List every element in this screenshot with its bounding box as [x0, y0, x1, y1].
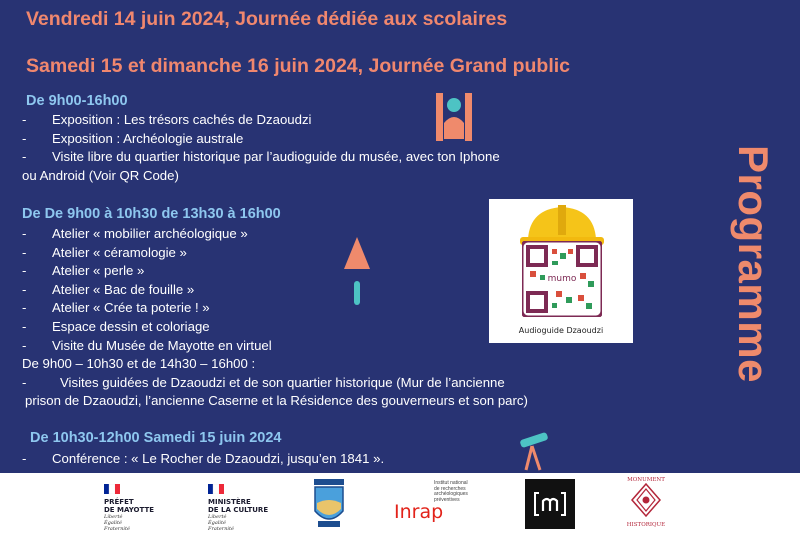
- inrap-name: Inrap: [394, 501, 444, 523]
- section2-list: [22, 225, 528, 411]
- labyrinth-icon: [631, 483, 661, 517]
- list-item: - Atelier « mobilier archéologique »: [22, 226, 248, 241]
- musee-mayotte-logo: [525, 479, 575, 529]
- monument-historique-logo: [622, 477, 670, 528]
- section3-list: [22, 450, 384, 469]
- programme-vertical-title: Programme: [730, 145, 778, 383]
- list-item: - Atelier « Crée ta poterie ! »: [22, 300, 210, 316]
- marianne-icon: [208, 484, 224, 494]
- coat-of-arms-logo: [312, 477, 346, 529]
- prefet-logo: [104, 481, 154, 532]
- list-item: - Atelier « céramologie »: [22, 244, 187, 260]
- inrap-tagline: Institut national de recherches archéologiques préventives: [434, 480, 468, 503]
- hourglass-icon: [434, 93, 474, 141]
- list-item: - Exposition : Les trésors cachés de Dzaoudzi: [22, 112, 312, 127]
- partner-logos-footer: [0, 473, 800, 533]
- marianne-icon: [104, 484, 120, 494]
- prefet-logo-title: PRÉFET DE MAYOTTE: [104, 498, 155, 514]
- qr-code-card[interactable]: [489, 199, 633, 343]
- telescope-icon: [518, 428, 552, 472]
- list-item: - Atelier « perle »: [22, 263, 145, 279]
- section1-heading: De 9h00-16h00: [26, 93, 128, 109]
- section3-heading: De 10h30-12h00 Samedi 15 juin 2024: [30, 430, 282, 446]
- list-item: - Visite libre du quartier historique par l’audioguide du musée, avec ton Iphone: [22, 149, 500, 165]
- monument-logo-top: MONUMENT: [627, 477, 665, 483]
- qr-caption: Audioguide Dzaoudzi: [518, 326, 604, 335]
- prefet-logo-motto: Liberté Égalité Fraternité: [104, 514, 130, 532]
- headline-friday: Vendredi 14 juin 2024, Journée dédiée aux scolaires: [26, 8, 508, 30]
- section2-heading: De De 9h00 à 10h30 de 13h30 à 16h00: [22, 206, 281, 222]
- qr-brand: mumo: [547, 274, 577, 284]
- list-item: - Exposition : Archéologie australe: [22, 130, 244, 146]
- ministere-logo-motto: Liberté Égalité Fraternité: [208, 514, 234, 532]
- qr-code[interactable]: [522, 241, 602, 317]
- list-item: - Atelier « Bac de fouille »: [22, 281, 195, 297]
- list-item: - Visite du Musée de Mayotte en virtuel: [22, 337, 272, 353]
- list-item: - Visites guidées de Dzaoudzi et de son quartier historique (Mur de l’ancienne: [22, 374, 505, 390]
- list-item-continuation: ou Android (Voir QR Code): [22, 167, 179, 183]
- ministere-logo-title: MINISTÈRE DE LA CULTURE: [208, 498, 269, 514]
- section1-list: [22, 111, 500, 185]
- list-item-continuation: prison de Dzaoudzi, l’ancienne Caserne et la Résidence des gouverneurs et son parc): [25, 393, 528, 409]
- list-item: - Espace dessin et coloriage: [22, 318, 210, 334]
- list-item: - Conférence : « Le Rocher de Dzaoudzi, jusqu’en 1841 ».: [22, 451, 385, 466]
- trowel-icon: [342, 235, 372, 307]
- guided-times: De 9h00 – 10h30 et de 14h30 – 16h00 :: [22, 356, 256, 372]
- headline-weekend: Samedi 15 et dimanche 16 juin 2024, Journée Grand public: [26, 55, 571, 77]
- monument-logo-bottom: HISTORIQUE: [626, 522, 666, 528]
- inrap-logo: [394, 481, 504, 531]
- ministere-culture-logo: [208, 481, 268, 532]
